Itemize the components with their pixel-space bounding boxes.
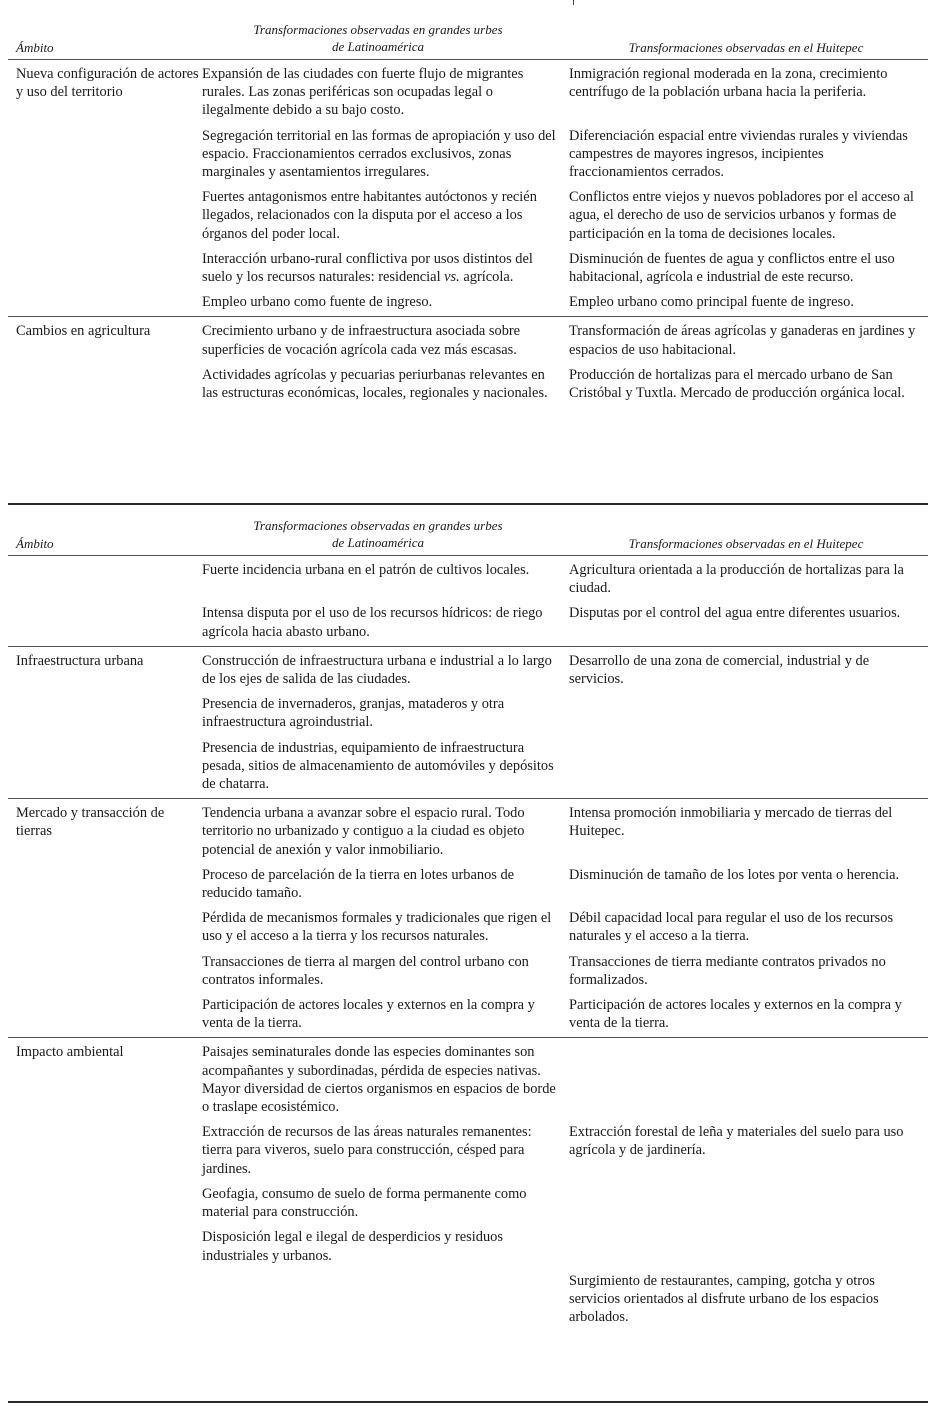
table-part-2: [8, 503, 928, 1331]
huitepec-cell: [569, 1185, 924, 1221]
latam-cell: Intensa disputa por el uso de los recursos hídricos: de riego agrícola hacia abasto urbano.: [202, 605, 543, 640]
latam-cell: Construcción de infraestructura urbana e industrial a lo largo de los ejes de salida de las ciudades.: [202, 652, 552, 688]
huitepec-cell: [569, 1228, 924, 1264]
table-row: [202, 996, 928, 1032]
huitepec-cell: [569, 739, 924, 794]
huitepec-cell: Transacciones de tierra mediante contratos privados no formalizados.: [569, 953, 886, 988]
huitepec-cell: Producción de hortalizas para el mercado urbano de San Cristóbal y Tuxtla. Mercado de producción orgánica local.: [569, 366, 905, 402]
latam-cell: Crecimiento urbano y de infraestructura asociada sobre superficies de vocación agrícola cada vez más escasas.: [202, 323, 521, 358]
table-row: [202, 652, 928, 688]
header-ambito: Ámbito: [16, 40, 54, 55]
huitepec-cell: Agricultura orientada a la producción de hortalizas para la ciudad.: [569, 562, 904, 597]
latam-cell: Pérdida de mecanismos formales y tradicionales que rigen el uso y el acceso a la tierra y los recursos naturales.: [202, 910, 552, 945]
latam-cell: Participación de actores locales y externos en la compra y venta de la tierra.: [202, 997, 535, 1032]
table-row: [202, 739, 928, 794]
latam-cell: Extracción de recursos de las áreas naturales remanentes: tierra para viveros, suelo para construcción, césped para jardines.: [202, 1124, 532, 1177]
ambito-cell: Infraestructura urbana: [16, 652, 144, 669]
page: [8, 0, 928, 1413]
huitepec-cell: Empleo urbano como principal fuente de ingreso.: [569, 294, 854, 311]
table-row: [202, 953, 928, 989]
table-header: [8, 9, 928, 59]
table-row: [202, 322, 928, 358]
huitepec-cell: Disminución de fuentes de agua y conflictos entre el uso habitacional, agrícola e industrial de este recurso.: [569, 250, 895, 286]
ambito-cell: [8, 561, 202, 643]
table-row: [202, 188, 928, 243]
table-row: [202, 1123, 928, 1178]
latam-cell: [202, 1272, 569, 1327]
huitepec-cell: Participación de actores locales y externos en la compra y venta de la tierra.: [569, 997, 902, 1032]
huitepec-cell: Conflictos entre viejos y nuevos pobladores por el acceso al agua, el derecho de uso de servicios urbanos y formas de participación en la toma de decisiones locales.: [569, 189, 914, 242]
table-bottom-rule: [8, 1401, 928, 1403]
table-body: [8, 59, 928, 407]
table-section: [8, 555, 928, 646]
latam-cell: Fuertes antagonismos entre habitantes autóctonos y recién llegados, relacionados con la disputa por el acceso a los órganos del poder local.: [202, 189, 537, 242]
table-row: [202, 65, 928, 120]
table-row: [202, 1272, 928, 1327]
latam-cell: Empleo urbano como fuente de ingreso.: [202, 294, 433, 311]
table-row: [202, 293, 928, 311]
table-row: [202, 695, 928, 731]
table-row: [202, 604, 928, 640]
latam-cell: Presencia de invernaderos, granjas, mataderos y otra infraestructura agroindustrial.: [202, 696, 505, 731]
header-latam: [228, 21, 528, 55]
page-top-mark: [573, 0, 574, 5]
header-huitepec: Transformaciones observadas en el Huitepec: [628, 536, 864, 551]
huitepec-cell: [569, 695, 924, 731]
italic-vs: vs.: [444, 269, 460, 286]
huitepec-cell: Inmigración regional moderada en la zona, crecimiento centrífugo de la población urbana hacia la periferia.: [569, 66, 888, 101]
latam-cell: Tendencia urbana a avanzar sobre el espacio rural. Todo territorio no urbanizado y contiguo a la ciudad es objeto potencial de anexión y valor inmobiliario.: [202, 805, 525, 858]
ambito-cell: Nueva configuración de actores y uso del territorio: [16, 66, 199, 101]
section-rows: [202, 652, 928, 795]
header-latam-line1: Transformaciones observadas en grandes urbes: [253, 518, 503, 533]
ambito-cell: Mercado y transacción de tierras: [16, 805, 165, 840]
huitepec-cell: Transformación de áreas agrícolas y ganaderas en jardines y espacios de uso habitacional.: [569, 323, 916, 358]
table-section: [8, 59, 928, 316]
table-section: [8, 646, 928, 798]
huitepec-cell: Intensa promoción inmobiliaria y mercado de tierras del Huitepec.: [569, 805, 893, 840]
latam-cell: Paisajes seminaturales donde las especies dominantes son acompañantes y subordinadas, pérdida de especies nativas. Mayor diversidad de ciertos organismos en espacios de borde o traslape ecosistémico.: [202, 1044, 556, 1116]
ambito-cell: Impacto ambiental: [16, 1044, 124, 1061]
latam-cell: Disposición legal e ilegal de desperdicios y residuos industriales y urbanos.: [202, 1229, 503, 1264]
header-latam-line2: de Latinoamérica: [331, 535, 425, 550]
table-row: [202, 1043, 928, 1116]
table-part-1: [8, 9, 928, 407]
section-rows: [202, 65, 928, 313]
table-section: [8, 798, 928, 1037]
section-rows: [202, 804, 928, 1034]
table-row: [202, 561, 928, 597]
header-huitepec: Transformaciones observadas en el Huitepec: [628, 40, 864, 55]
section-rows: [202, 561, 928, 643]
header-ambito: Ámbito: [16, 536, 54, 551]
huitepec-cell: Desarrollo de una zona de comercial, industrial y de servicios.: [569, 652, 870, 688]
latam-cell: Transacciones de tierra al margen del control urbano con contratos informales.: [202, 953, 529, 988]
latam-cell: Actividades agrícolas y pecuarias periurbanas relevantes en las estructuras económicas, locales, regionales y nacionales.: [202, 366, 548, 402]
huitepec-cell: [569, 1043, 924, 1116]
huitepec-cell: Diferenciación espacial entre viviendas rurales y viviendas campestres de mayores ingresos, incipientes fraccionamientos cerrados.: [569, 127, 908, 181]
latam-cell: Fuerte incidencia urbana en el patrón de cultivos locales.: [202, 562, 530, 578]
header-latam-line2: de Latinoamérica: [331, 39, 425, 54]
table-row: [202, 804, 928, 859]
table-row: [202, 366, 928, 402]
table-section: [8, 316, 928, 407]
ambito-cell: Cambios en agricultura: [16, 323, 151, 340]
header-latam: [228, 517, 528, 551]
latam-cell: Segregación territorial en las formas de apropiación y uso del espacio. Fraccionamientos cerrados exclusivos, zonas marginales y asentamientos irregulares.: [202, 127, 556, 181]
huitepec-cell: Débil capacidad local para regular el uso de los recursos naturales y el acceso a la tierra.: [569, 910, 894, 945]
latam-cell: Geofagia, consumo de suelo de forma permanente como material para construcción.: [202, 1185, 527, 1221]
table-row: [202, 250, 928, 286]
table-row: [202, 127, 928, 182]
table-section: [8, 1037, 928, 1331]
table-row: [202, 1228, 928, 1264]
table-row: [202, 1185, 928, 1221]
table-body: [8, 555, 928, 1331]
table-row: [202, 866, 928, 902]
section-rows: [202, 322, 928, 404]
huitepec-cell: Surgimiento de restaurantes, camping, gotcha y otros servicios orientados al disfrute urbano de los espacios arbolados.: [569, 1272, 879, 1326]
section-rows: [202, 1043, 928, 1328]
latam-cell: Expansión de las ciudades con fuerte flujo de migrantes rurales. Las zonas periféricas son ocupadas legal o ilegalmente debido a su bajo costo.: [202, 66, 524, 119]
latam-cell: Proceso de parcelación de la tierra en lotes urbanos de reducido tamaño.: [202, 866, 515, 902]
latam-cell: Presencia de industrias, equipamiento de infraestructura pesada, sitios de almacenamiento de automóviles y depósitos de chatarra.: [202, 739, 554, 793]
huitepec-cell: Extracción forestal de leña y materiales del suelo para uso agrícola y de jardinería.: [569, 1124, 904, 1159]
huitepec-cell: Disputas por el control del agua entre diferentes usuarios.: [569, 605, 901, 622]
table-row: [202, 909, 928, 945]
huitepec-cell: Disminución de tamaño de los lotes por venta o herencia.: [569, 866, 900, 883]
header-latam-line1: Transformaciones observadas en grandes urbes: [253, 22, 503, 37]
table-header: [8, 505, 928, 555]
latam-cell: Interacción urbano-rural conflictiva por usos distintos del suelo y los recursos naturales: residencial vs. agrícola.: [202, 250, 533, 286]
